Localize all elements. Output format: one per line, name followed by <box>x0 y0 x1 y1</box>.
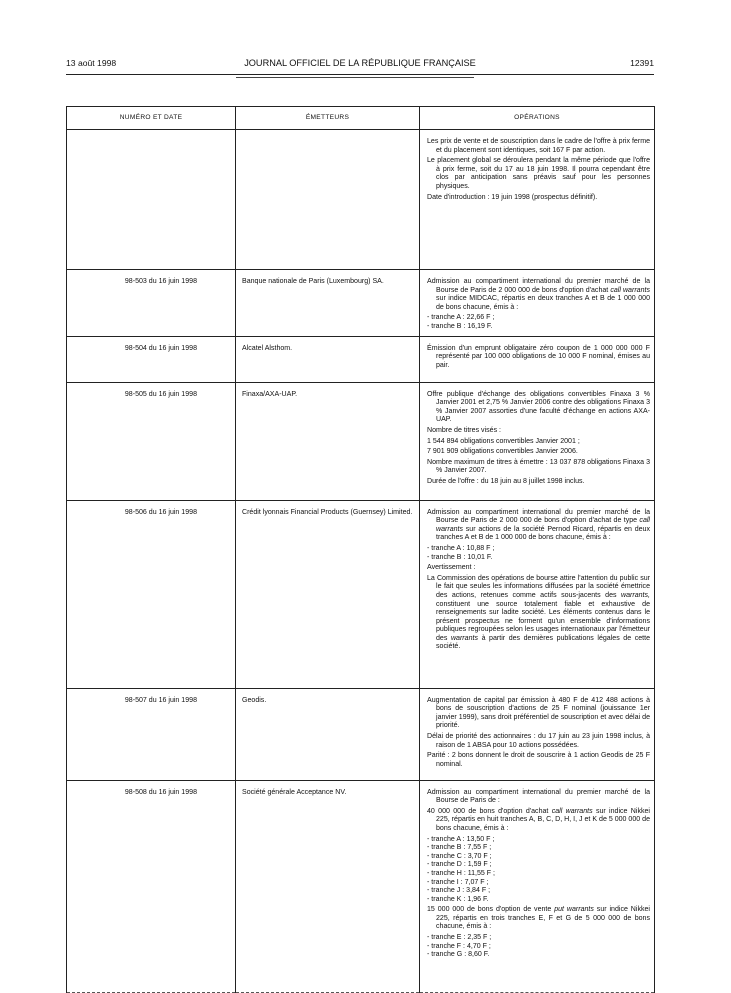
table-row <box>67 382 655 500</box>
op-text: Nombre de titres visés : <box>427 426 502 434</box>
cell-operations <box>420 336 655 382</box>
table-row-continued <box>67 130 655 270</box>
cell-issuer: Banque nationale de Paris (Luxembourg) SA. <box>236 270 420 337</box>
cell-number: 98-508 du 16 juin 1998 <box>67 780 236 992</box>
cell-issuer: Geodis. <box>236 688 420 780</box>
tranche-line: - tranche B : 7,55 F ; <box>427 844 492 852</box>
op-text: Durée de l'offre : du 18 juin au 8 juillet 1998 inclus. <box>427 477 585 485</box>
op-text: Admission au compartiment international du premier marché de la Bourse de Paris de 2 000 000 de bons d'option d'achat call warrants sur indice MIDCAC, répartis en deux tranches A et B de 1 000 000 de bons chacune, émis à : <box>427 278 650 311</box>
tranche-line: - tranche K : 1,96 F. <box>427 895 489 903</box>
cell-number: 98-504 du 16 juin 1998 <box>67 336 236 382</box>
op-text: Date d'introduction : 19 juin 1998 (prospectus définitif). <box>427 193 598 201</box>
cell-number: 98-507 du 16 juin 1998 <box>67 688 236 780</box>
table-row <box>67 270 655 337</box>
op-text: 15 000 000 de bons d'option de vente put warrants sur indice Nikkei 225, répartis en trois tranches E, F et G de 5 000 000 de bons chacune, émis à : <box>427 906 650 931</box>
tranche-line: - tranche E : 2,35 F ; <box>427 934 492 942</box>
cell-issuer: Crédit lyonnais Financial Products (Guernsey) Limited. <box>236 500 420 688</box>
journal-title: JOURNAL OFFICIEL DE LA RÉPUBLIQUE FRANÇAISE <box>244 58 476 68</box>
warning-text: La Commission des opérations de bourse attire l'attention du public sur le fait que seules les informations diffusées par la société émettrice des actions, retenues comme actifs sous-jacents des warrants, constituent une source totalement fiable et exhaustive de renseignements sur ladite société. Les éléments contenus dans le présent prospectus ne forment qu'un ensemble d'informations publiques regroupées selon les usages internationaux par l'émetteur des warrants à partir des dernières publications légales de cette société. <box>427 574 650 651</box>
column-header-operations: OPÉRATIONS <box>420 107 655 130</box>
cell-number: 98-506 du 16 juin 1998 <box>67 500 236 688</box>
tranche-line: - tranche B : 16,19 F. <box>427 322 493 330</box>
tranche-line: - tranche J : 3,84 F ; <box>427 887 491 895</box>
table-row <box>67 688 655 780</box>
running-head <box>66 56 654 70</box>
cell-issuer <box>236 130 420 270</box>
warning-title: Avertissement : <box>427 564 476 572</box>
op-text: Admission au compartiment international du premier marché de la Bourse de Paris de : <box>427 788 650 805</box>
op-text: Les prix de vente et de souscription dans le cadre de l'offre à prix ferme et du placement sont identiques, soit 167 F par action. <box>427 138 650 154</box>
cell-operations <box>420 688 655 780</box>
cell-number: 98-505 du 16 juin 1998 <box>67 382 236 500</box>
tranche-line: - tranche A : 10,88 F ; <box>427 544 495 552</box>
op-text: Nombre maximum de titres à émettre : 13 037 878 obligations Finaxa 3 % Janvier 2007. <box>427 458 650 475</box>
tranche-line: - tranche A : 13,50 F ; <box>427 835 495 843</box>
table-row <box>67 500 655 688</box>
cell-operations <box>420 500 655 688</box>
page-number: 12391 <box>630 58 654 68</box>
column-header-issuers: ÉMETTEURS <box>236 107 420 130</box>
header-rule-short <box>236 77 474 78</box>
header-date: 13 août 1998 <box>66 58 117 68</box>
cell-operations <box>420 270 655 337</box>
table-header-row <box>67 107 655 130</box>
tranche-line: - tranche G : 8,60 F. <box>427 951 490 959</box>
tranche-line: - tranche B : 10,01 F. <box>427 553 493 561</box>
cell-issuer: Finaxa/AXA-UAP. <box>236 382 420 500</box>
op-text: Émission d'un emprunt obligataire zéro coupon de 1 000 000 000 F représenté par 100 000 obligations de 10 000 F nominal, émises au pair. <box>427 344 650 369</box>
tranche-line: - tranche C : 3,70 F ; <box>427 852 492 860</box>
tranche-line: - tranche A : 22,66 F ; <box>427 314 495 322</box>
op-text: 1 544 894 obligations convertibles Janvier 2001 ; <box>427 437 580 445</box>
tranche-line: - tranche F : 4,70 F ; <box>427 942 491 950</box>
op-text: Le placement global se déroulera pendant la même période que l'offre à prix ferme, soit du 17 au 18 juin 1998. Il pourra cependant être clos par anticipation sans préavis sauf pour les personnes physiques. <box>427 157 650 190</box>
cell-operations <box>420 130 655 270</box>
op-text: Admission au compartiment international du premier marché de la Bourse de Paris de 2 000 000 de bons d'option d'achat de type call warrants sur actions de la société Pernod Ricard, répartis en deux tranches A et B de 1 000 000 de bons chacune, émis à : <box>427 508 650 542</box>
cell-number <box>67 130 236 270</box>
column-header-number: NUMÉRO ET DATE <box>67 107 236 130</box>
tranche-line: - tranche H : 11,55 F ; <box>427 869 496 877</box>
table-row <box>67 780 655 992</box>
header-rule <box>66 74 654 75</box>
op-text: 7 901 909 obligations convertibles Janvier 2006. <box>427 448 578 456</box>
cell-number: 98-503 du 16 juin 1998 <box>67 270 236 337</box>
op-text: Parité : 2 bons donnent le droit de souscrire à 1 action Geodis de 25 F nominal. <box>427 752 650 768</box>
cell-operations <box>420 382 655 500</box>
op-text: Offre publique d'échange des obligations convertibles Finaxa 3 % Janvier 2001 et 2,75 % Janvier 2006 contre des obligations Finaxa 3 % Janvier 2007 assorties d'une faculté d'échange en actions AXA-UAP. <box>427 390 650 424</box>
tranche-line: - tranche D : 1,59 F ; <box>427 861 492 869</box>
cell-issuer: Société générale Acceptance NV. <box>236 780 420 992</box>
op-text: Délai de priorité des actionnaires : du 17 juin au 23 juin 1998 inclus, à raison de 1 ABSA pour 10 actions possédées. <box>427 732 650 749</box>
tranche-line: - tranche I : 7,07 F ; <box>427 878 489 886</box>
cell-issuer: Alcatel Alsthom. <box>236 336 420 382</box>
op-text: Augmentation de capital par émission à 480 F de 412 488 actions à bons de souscription d'actions de 25 F nominal (jouissance 1er janvier 1999), sans droit préférentiel de souscription et avec délai de priorité. <box>427 696 650 730</box>
op-text: 40 000 000 de bons d'option d'achat call warrants sur indice Nikkei 225, répartis en huit tranches A, B, C, D, H, I, J et K de 5 000 000 de bons chacune, émis à : <box>427 807 650 832</box>
table-row <box>67 336 655 382</box>
operations-table <box>66 106 655 993</box>
cell-operations <box>420 780 655 992</box>
